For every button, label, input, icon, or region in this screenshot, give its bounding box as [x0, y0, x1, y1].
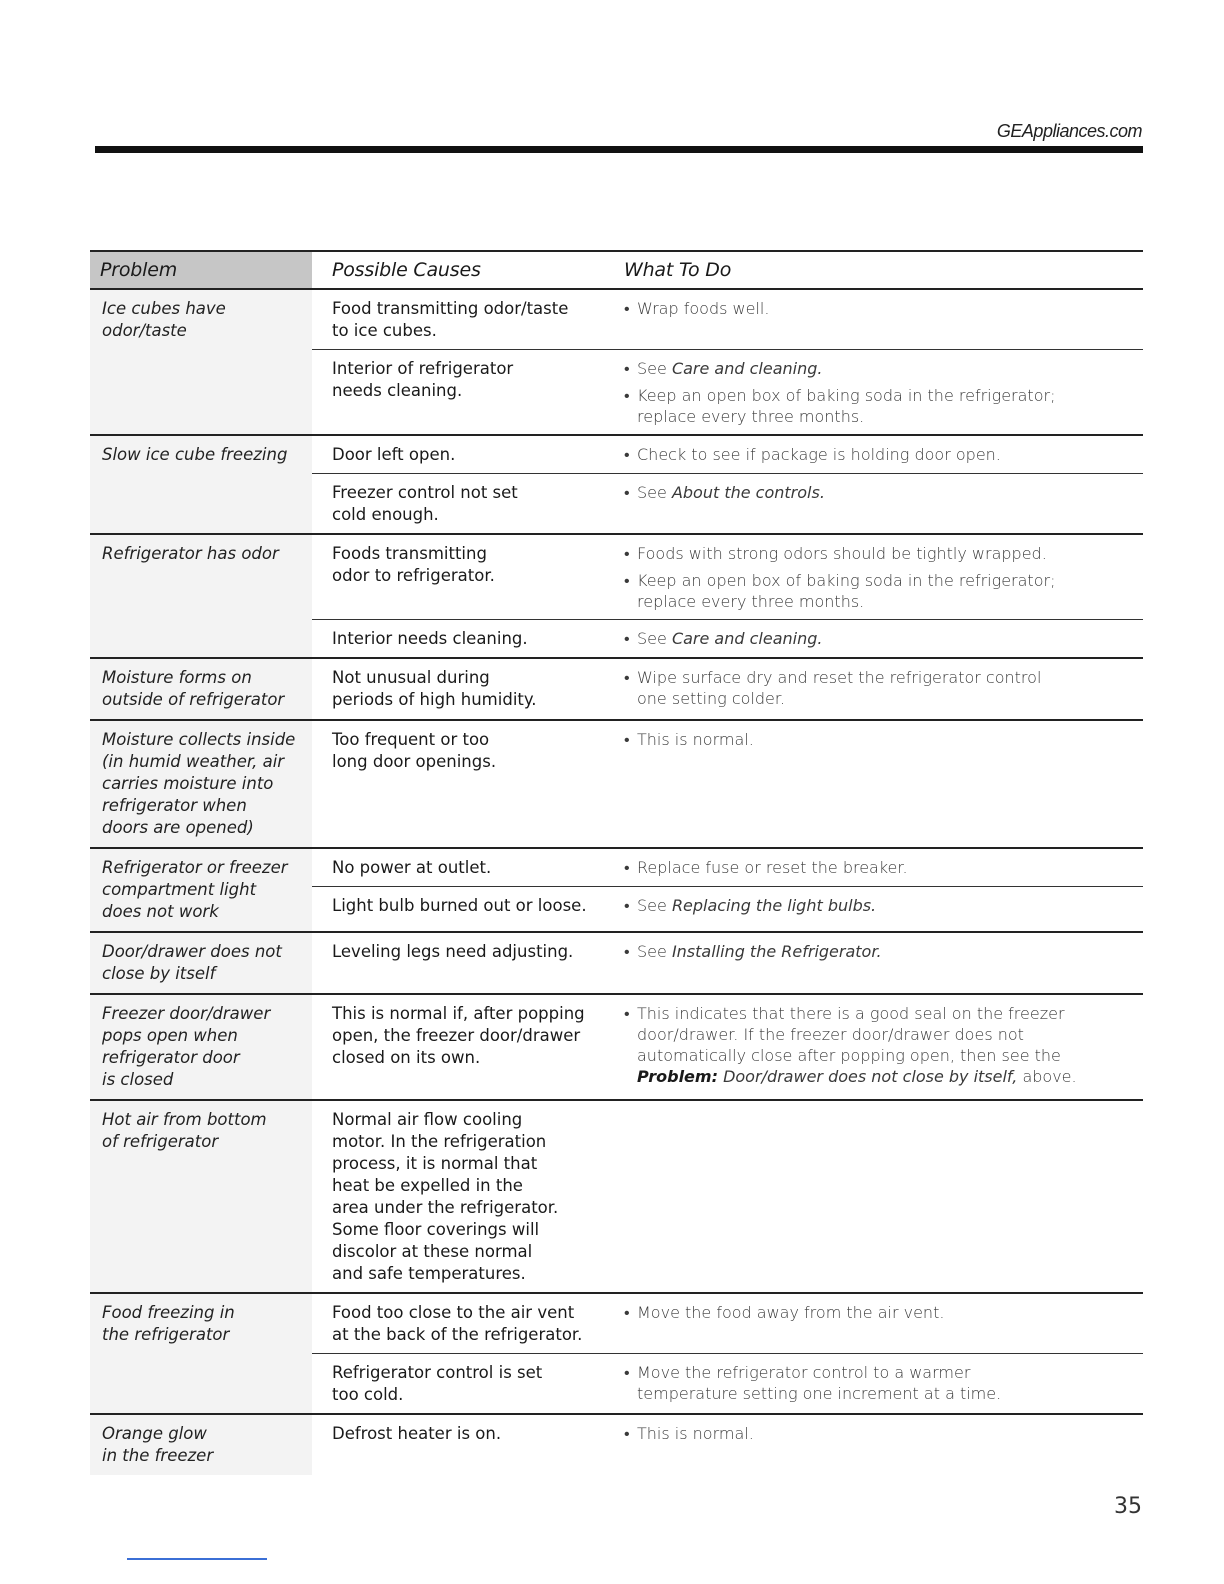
solution-cell	[604, 667, 1143, 711]
cause-solution-pair	[312, 436, 1143, 474]
cause-solution-group	[312, 1294, 1143, 1413]
solution-text: Wipe surface dry and reset the refrigerator control one setting colder.	[637, 668, 1042, 708]
cause-cell: Defrost heater is on.	[332, 1424, 502, 1443]
problem-cell: Ice cubes have odor/taste	[90, 290, 312, 434]
solution-text: See	[637, 896, 672, 915]
solution-cell	[604, 1362, 1143, 1406]
table-body	[90, 290, 1143, 1475]
solution-text: This is normal.	[637, 730, 754, 749]
problem-cell: Slow ice cube freezing	[90, 436, 312, 533]
solution-text: Keep an open box of baking soda in the refrigerator; replace every three months.	[637, 386, 1056, 426]
section-reference: About the controls.	[671, 483, 825, 502]
solution-cell	[604, 358, 1143, 427]
cause-cell: Interior needs cleaning.	[332, 629, 528, 648]
table-header	[90, 250, 1143, 290]
cause-solution-pair	[312, 849, 1143, 887]
cause-solution-group	[312, 290, 1143, 434]
solution-text: above.	[1017, 1067, 1077, 1086]
cause-cell: Light bulb burned out or loose.	[332, 896, 587, 915]
solution-bullet	[624, 385, 1123, 427]
cause-solution-group	[312, 436, 1143, 533]
solution-bullet	[624, 1362, 1123, 1404]
solution-bullet	[624, 358, 1123, 379]
solution-bullet	[624, 895, 1123, 916]
table-row	[90, 290, 1143, 436]
solution-text: See	[637, 359, 672, 378]
solution-bullet	[624, 482, 1123, 503]
cause-cell: Food too close to the air vent at the back of the refrigerator.	[332, 1303, 583, 1344]
solution-cell	[604, 1302, 1143, 1346]
section-reference: Door/drawer does not close by itself,	[717, 1067, 1018, 1086]
solution-text: Foods with strong odors should be tightly wrapped.	[637, 544, 1047, 563]
solution-text: Move the food away from the air vent.	[637, 1303, 945, 1322]
cause-cell: Food transmitting odor/taste to ice cubes.	[332, 299, 569, 340]
cause-cell: Door left open.	[332, 445, 456, 464]
cause-cell: Interior of refrigerator needs cleaning.	[332, 359, 514, 400]
solution-cell	[604, 628, 1143, 650]
solution-bullet	[624, 570, 1123, 612]
solution-text: See	[637, 942, 672, 961]
section-reference: Replacing the light bulbs.	[671, 896, 877, 915]
cause-solution-group	[312, 659, 1143, 719]
cause-solution-pair	[312, 474, 1143, 533]
solution-text: See	[637, 483, 672, 502]
cause-cell: Normal air flow cooling motor. In the refrigeration process, it is normal that heat be expelled in the area under the refrigerator. Some floor coverings will discolor at these normal and safe temperatures.	[332, 1110, 559, 1283]
section-reference: Care and cleaning.	[671, 629, 823, 648]
solution-cell	[604, 1109, 1143, 1285]
site-url: GEAppliances.com	[996, 121, 1142, 141]
problem-cell: Moisture collects inside (in humid weather, air carries moisture into refrigerator when doors are opened)	[90, 721, 312, 847]
solution-bullet	[624, 729, 1123, 750]
table-row	[90, 849, 1143, 933]
solution-text: Keep an open box of baking soda in the refrigerator; replace every three months.	[637, 571, 1056, 611]
cause-solution-pair	[312, 350, 1143, 434]
solution-cell	[604, 857, 1143, 879]
cause-cell: Leveling legs need adjusting.	[332, 942, 574, 961]
table-row	[90, 1101, 1143, 1294]
problem-cell: Freezer door/drawer pops open when refrigerator door is closed	[90, 995, 312, 1099]
cause-solution-pair	[312, 1294, 1143, 1354]
cause-solution-pair	[312, 721, 1143, 780]
problem-cell: Door/drawer does not close by itself	[90, 933, 312, 993]
cause-cell: Not unusual during periods of high humidity.	[332, 668, 537, 709]
solution-text: Check to see if package is holding door open.	[637, 445, 1001, 464]
solution-text: Move the refrigerator control to a warmer temperature setting one increment at a time.	[637, 1363, 1002, 1403]
solution-bullet	[624, 444, 1123, 465]
cause-solution-group	[312, 995, 1143, 1099]
cause-solution-pair	[312, 1101, 1143, 1292]
solution-cell	[604, 543, 1143, 612]
header-possible-causes: Possible Causes	[332, 259, 481, 281]
cause-solution-pair	[312, 1354, 1143, 1413]
cause-solution-pair	[312, 620, 1143, 657]
table-row	[90, 995, 1143, 1101]
cause-cell: Refrigerator control is set too cold.	[332, 1363, 543, 1404]
footer-rule	[127, 1558, 267, 1560]
problem-cell: Moisture forms on outside of refrigerator	[90, 659, 312, 719]
solution-cell	[604, 1003, 1143, 1087]
cause-solution-pair	[312, 659, 1143, 718]
cause-solution-pair	[312, 535, 1143, 620]
solution-bullet	[624, 298, 1123, 319]
solution-bullet	[624, 1302, 1123, 1323]
solution-text: This indicates that there is a good seal on the freezer door/drawer. If the freezer door/drawer does not automatically close after popping open, then see the	[637, 1004, 1065, 1065]
cause-cell: Freezer control not set cold enough.	[332, 483, 518, 524]
solution-cell	[604, 941, 1143, 963]
cause-solution-group	[312, 933, 1143, 993]
table-row	[90, 721, 1143, 849]
section-reference: Installing the Refrigerator.	[671, 942, 882, 961]
cause-cell: No power at outlet.	[332, 858, 492, 877]
cause-solution-pair	[312, 933, 1143, 970]
table-row	[90, 659, 1143, 721]
header-rule	[95, 146, 1143, 153]
cause-solution-group	[312, 849, 1143, 931]
header-what-to-do: What To Do	[624, 259, 732, 281]
cause-cell: Too frequent or too long door openings.	[332, 730, 497, 771]
problem-cell: Refrigerator or freezer compartment light does not work	[90, 849, 312, 931]
solution-text: This is normal.	[637, 1424, 754, 1443]
cause-cell: Foods transmitting odor to refrigerator.	[332, 544, 495, 585]
header-problem: Problem	[90, 252, 312, 288]
problem-label: Problem:	[637, 1067, 718, 1086]
table-row	[90, 1415, 1143, 1475]
cause-solution-group	[312, 1101, 1143, 1292]
solution-cell	[604, 482, 1143, 526]
solution-bullet	[624, 667, 1123, 709]
problem-cell: Refrigerator has odor	[90, 535, 312, 657]
table-row	[90, 1294, 1143, 1415]
solution-cell	[604, 1423, 1143, 1445]
page-number: 35	[1114, 1494, 1142, 1519]
solution-text: Replace fuse or reset the breaker.	[637, 858, 908, 877]
table-row	[90, 436, 1143, 535]
solution-bullet	[624, 1423, 1123, 1444]
problem-cell: Hot air from bottom of refrigerator	[90, 1101, 312, 1292]
cause-solution-group	[312, 535, 1143, 657]
cause-solution-pair	[312, 887, 1143, 924]
solution-text: See	[637, 629, 672, 648]
cause-solution-pair	[312, 995, 1143, 1094]
troubleshooting-table	[90, 250, 1143, 1475]
cause-solution-pair	[312, 1415, 1143, 1452]
solution-bullet	[624, 857, 1123, 878]
section-reference: Care and cleaning.	[671, 359, 823, 378]
solution-cell	[604, 895, 1143, 917]
solution-bullet	[624, 543, 1123, 564]
cause-solution-pair	[312, 290, 1143, 350]
cause-cell: This is normal if, after popping open, the freezer door/drawer closed on its own.	[332, 1004, 585, 1067]
solution-text: Wrap foods well.	[637, 299, 770, 318]
table-row	[90, 933, 1143, 995]
problem-cell: Orange glow in the freezer	[90, 1415, 312, 1475]
solution-cell	[604, 298, 1143, 342]
solution-bullet	[624, 628, 1123, 649]
cause-solution-group	[312, 721, 1143, 847]
solution-bullet	[624, 941, 1123, 962]
solution-cell	[604, 444, 1143, 466]
cause-solution-group	[312, 1415, 1143, 1475]
solution-bullet	[624, 1003, 1123, 1087]
table-row	[90, 535, 1143, 659]
solution-cell	[604, 729, 1143, 773]
problem-cell: Food freezing in the refrigerator	[90, 1294, 312, 1413]
